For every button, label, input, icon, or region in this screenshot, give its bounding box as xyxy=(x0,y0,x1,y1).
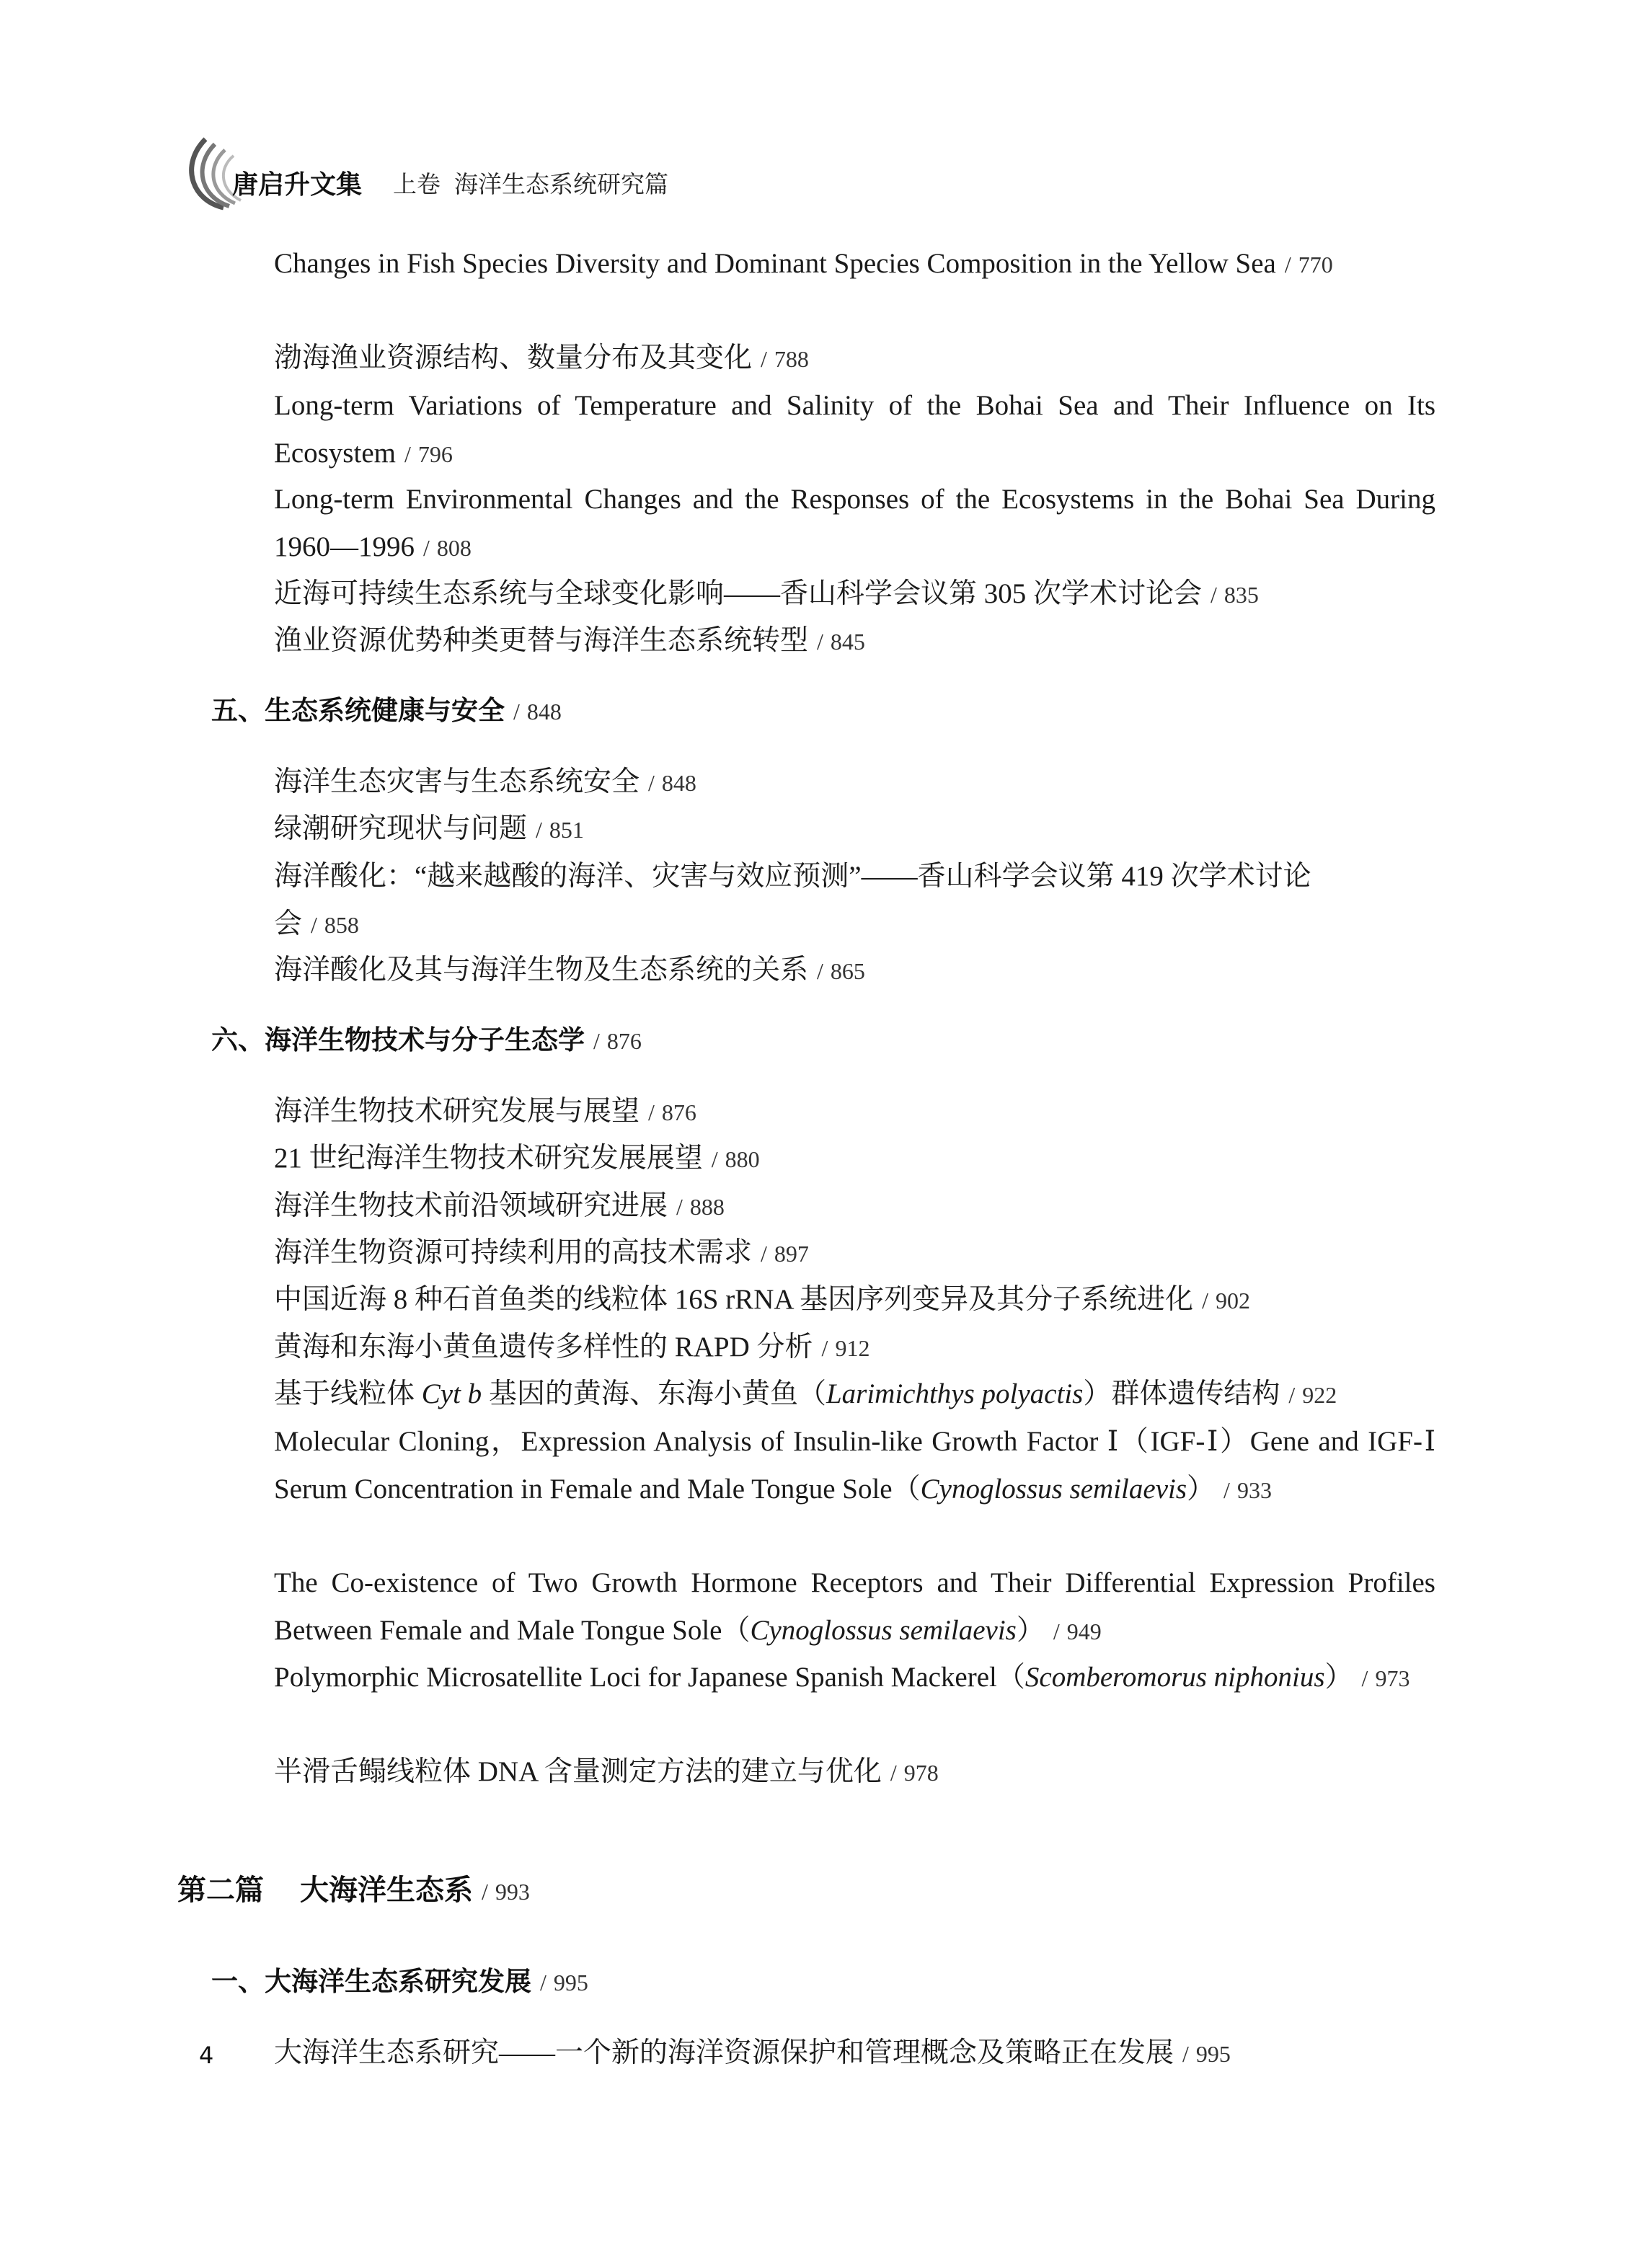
toc-page: 865 xyxy=(830,958,865,984)
toc-entry: 渔业资源优势种类更替与海洋生态系统转型 / 845 xyxy=(274,625,865,656)
toc-page: 876 xyxy=(606,1028,642,1054)
toc-page: 912 xyxy=(835,1335,870,1361)
toc-page: 973 xyxy=(1375,1665,1410,1691)
toc-page: 796 xyxy=(417,440,453,467)
toc-page: 995 xyxy=(553,1970,588,1995)
toc-page: 880 xyxy=(725,1146,760,1172)
toc-entry: 半滑舌鳎线粒体 DNA 含量测定方法的建立与优化 / 978 xyxy=(274,1756,939,1787)
toc-entry: 渤海渔业资源结构、数量分布及其变化 / 788 xyxy=(274,342,809,373)
toc-entry: Long-term Variations of Temperature and Salinity of the Bohai Sea and Their Influence on Its Ecosystem / 796 xyxy=(274,390,1435,469)
toc-page: 993 xyxy=(495,1879,530,1905)
toc-page: 897 xyxy=(774,1241,809,1267)
toc-page: 922 xyxy=(1302,1382,1337,1408)
toc-page: 902 xyxy=(1216,1288,1251,1314)
toc-entry: 大海洋生态系研究——一个新的海洋资源保护和管理概念及策略正在发展 / 995 xyxy=(274,2037,1231,2068)
book-title: 唐启升文集 xyxy=(232,170,363,200)
toc-entry: 海洋生物技术研究发展与展望 / 876 xyxy=(274,1096,696,1127)
toc-page: 949 xyxy=(1066,1618,1102,1644)
toc-page: 995 xyxy=(1195,2041,1231,2067)
section-heading: 一、大海洋生态系研究发展 / 995 xyxy=(211,1966,588,1997)
toc-entry: Polymorphic Microsatellite Loci for Japanese Spanish Mackerel（Scomberomorus niphonius） / 973 xyxy=(274,1662,1410,1693)
toc-entry: 海洋酸化：“越来越酸的海洋、灾害与效应预测”——香山科学会议第 419 次学术讨论会 / 858 xyxy=(274,861,1311,939)
toc-entry: 海洋生物技术前沿领域研究进展 / 888 xyxy=(274,1190,725,1221)
toc-entry: 海洋生物资源可持续利用的高技术需求 / 897 xyxy=(274,1237,809,1268)
toc-page: 848 xyxy=(526,699,562,725)
page-number: 4 xyxy=(199,2042,214,2069)
toc-page: 835 xyxy=(1223,582,1259,608)
toc-entry: Long-term Environmental Changes and the Responses of the Ecosystems in the Bohai Sea During 1960—1996 / 808 xyxy=(274,484,1435,562)
section-heading: 六、海洋生物技术与分子生态学 / 876 xyxy=(211,1024,642,1055)
running-header xyxy=(173,121,1182,215)
toc-entry: 海洋生态灾害与生态系统安全 / 848 xyxy=(274,766,696,797)
toc-entry: 中国近海 8 种石首鱼类的线粒体 16S rRNA 基因序列变异及其分子系统进化 / 902 xyxy=(274,1284,1251,1315)
toc-page: 808 xyxy=(436,534,472,561)
part-heading: 第二篇 大海洋生态系 / 993 xyxy=(177,1874,530,1907)
volume-subtitle: 海洋生态系统研究篇 xyxy=(454,170,668,198)
toc-entry: The Co-existence of Two Growth Hormone Receptors and Their Differential Expression Profiles Between Female and Male Tongue Sole（Cynoglossus semilaevis） / 949 xyxy=(274,1567,1435,1646)
toc-page: 876 xyxy=(661,1099,696,1125)
toc-entry: 基于线粒体 Cyt b 基因的黄海、东海小黄鱼（Larimichthys polyactis）群体遗传结构 / 922 xyxy=(274,1378,1337,1409)
toc-entry: Molecular Cloning，Expression Analysis of Insulin-like Growth Factor Ⅰ（IGF-Ⅰ）Gene and IGF-Ⅰ Serum Concentration in Female and Male Tongue Sole（Cynoglossus semilaevis） / 933 xyxy=(274,1426,1435,1505)
toc-entry: 21 世纪海洋生物技术研究发展展望 / 880 xyxy=(274,1143,760,1174)
toc-entry: 近海可持续生态系统与全球变化影响——香山科学会议第 305 次学术讨论会 / 835 xyxy=(274,578,1259,609)
section-heading: 五、生态系统健康与安全 / 848 xyxy=(211,695,562,726)
toc-page: 888 xyxy=(689,1194,725,1220)
toc-page: 978 xyxy=(903,1760,939,1786)
toc-page: 845 xyxy=(830,629,865,655)
toc-entry: 海洋酸化及其与海洋生物及生态系统的关系 / 865 xyxy=(274,954,865,985)
toc-page: 788 xyxy=(774,346,809,372)
toc-page: 933 xyxy=(1236,1476,1272,1503)
toc-page: 858 xyxy=(324,911,359,938)
toc-page: 851 xyxy=(549,817,584,843)
toc-page: 848 xyxy=(661,770,696,796)
toc-page: 770 xyxy=(1298,252,1333,278)
toc-entry: 黄海和东海小黄鱼遗传多样性的 RAPD 分析 / 912 xyxy=(274,1332,870,1363)
toc-entry: 绿潮研究现状与问题 / 851 xyxy=(274,813,584,844)
toc-entry: Changes in Fish Species Diversity and Dominant Species Composition in the Yellow Sea / 770 xyxy=(274,248,1333,279)
volume-label: 上卷 xyxy=(393,170,441,198)
